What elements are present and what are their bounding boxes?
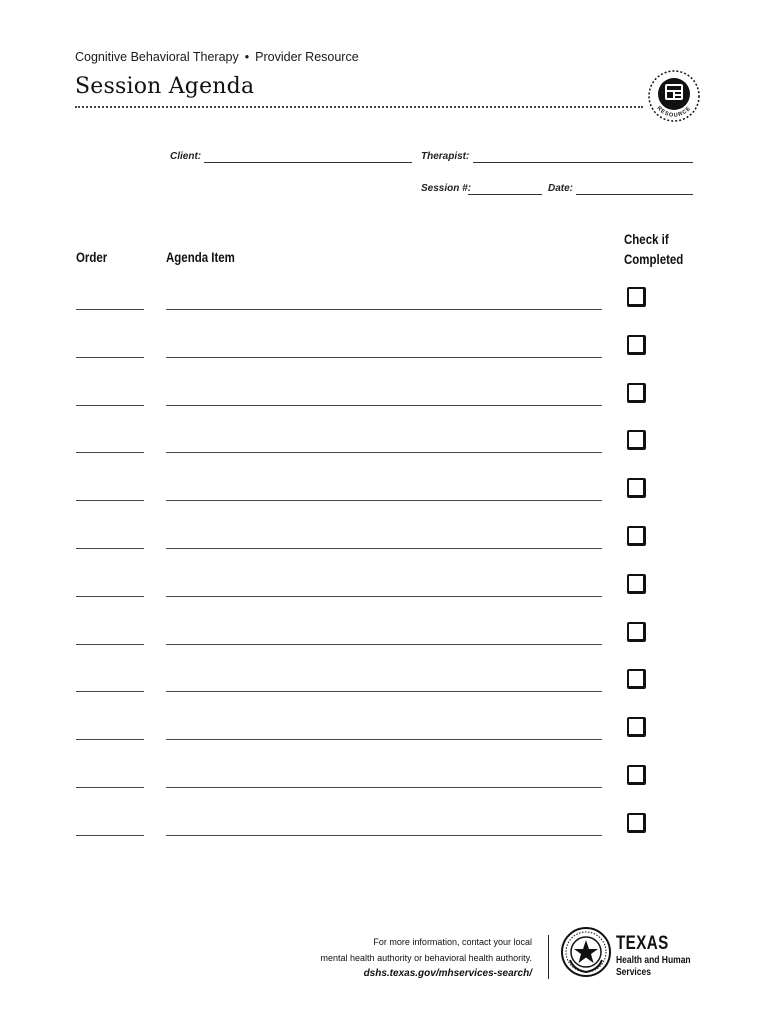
agenda-item-field[interactable] <box>166 500 602 501</box>
footer-line-2: mental health authority or behavioral health authority. <box>320 953 532 963</box>
completed-checkbox[interactable] <box>627 383 646 403</box>
agenda-item-field[interactable] <box>166 644 602 645</box>
separator-dot: • <box>244 50 250 64</box>
org-subtitle-line-1: Health and Human <box>616 955 691 966</box>
footer-info <box>321 934 532 982</box>
agenda-item-field[interactable] <box>166 405 602 406</box>
resource-badge-icon <box>646 68 702 128</box>
completed-checkbox[interactable] <box>627 430 646 450</box>
order-field[interactable] <box>76 548 144 549</box>
order-field[interactable] <box>76 357 144 358</box>
agenda-item-field[interactable] <box>166 452 602 453</box>
title-divider <box>75 106 643 108</box>
order-field[interactable] <box>76 644 144 645</box>
completed-checkbox[interactable] <box>627 669 646 689</box>
agenda-item-field[interactable] <box>166 691 602 692</box>
agenda-item-field[interactable] <box>166 548 602 549</box>
completed-checkbox[interactable] <box>627 478 646 498</box>
footer-line-1: For more information, contact your local <box>373 937 532 947</box>
check-header-line-1: Check if <box>624 231 669 247</box>
texas-seal-icon <box>560 926 612 978</box>
client-field[interactable] <box>204 162 412 163</box>
check-column-header <box>624 229 683 269</box>
completed-checkbox[interactable] <box>627 574 646 594</box>
completed-checkbox[interactable] <box>627 717 646 737</box>
date-field[interactable] <box>576 194 693 195</box>
page-title: Session Agenda <box>75 74 255 99</box>
date-label: Date: <box>548 183 574 194</box>
badge-text: RESOURCE <box>655 105 693 119</box>
footer-link[interactable]: dshs.texas.gov/mhservices-search/ <box>363 968 532 979</box>
order-field[interactable] <box>76 452 144 453</box>
completed-checkbox[interactable] <box>627 287 646 307</box>
document-subtitle <box>75 50 359 64</box>
client-label: Client: <box>170 151 202 162</box>
session-number-field[interactable] <box>468 194 542 195</box>
agenda-item-field[interactable] <box>166 309 602 310</box>
order-field[interactable] <box>76 691 144 692</box>
order-field[interactable] <box>76 309 144 310</box>
order-field[interactable] <box>76 500 144 501</box>
completed-checkbox[interactable] <box>627 526 646 546</box>
category-text: Cognitive Behavioral Therapy <box>75 50 239 64</box>
therapist-label: Therapist: <box>421 151 470 162</box>
org-subtitle-line-2: Services <box>616 967 651 978</box>
therapist-field[interactable] <box>473 162 693 163</box>
footer-divider <box>548 935 549 979</box>
completed-checkbox[interactable] <box>627 765 646 785</box>
order-field[interactable] <box>76 787 144 788</box>
order-field[interactable] <box>76 835 144 836</box>
agenda-item-field[interactable] <box>166 596 602 597</box>
completed-checkbox[interactable] <box>627 335 646 355</box>
check-header-line-2: Completed <box>624 251 684 267</box>
order-column-header: Order <box>76 249 108 265</box>
agenda-item-field[interactable] <box>166 787 602 788</box>
agenda-item-field[interactable] <box>166 739 602 740</box>
completed-checkbox[interactable] <box>627 813 646 833</box>
section-text: Provider Resource <box>255 50 359 64</box>
order-field[interactable] <box>76 405 144 406</box>
session-number-label: Session #: <box>421 183 472 194</box>
agenda-item-field[interactable] <box>166 357 602 358</box>
agenda-item-field[interactable] <box>166 835 602 836</box>
org-subtitle <box>616 955 691 979</box>
agenda-item-column-header: Agenda Item <box>166 249 235 265</box>
order-field[interactable] <box>76 739 144 740</box>
org-name: TEXAS <box>616 933 669 954</box>
completed-checkbox[interactable] <box>627 622 646 642</box>
order-field[interactable] <box>76 596 144 597</box>
